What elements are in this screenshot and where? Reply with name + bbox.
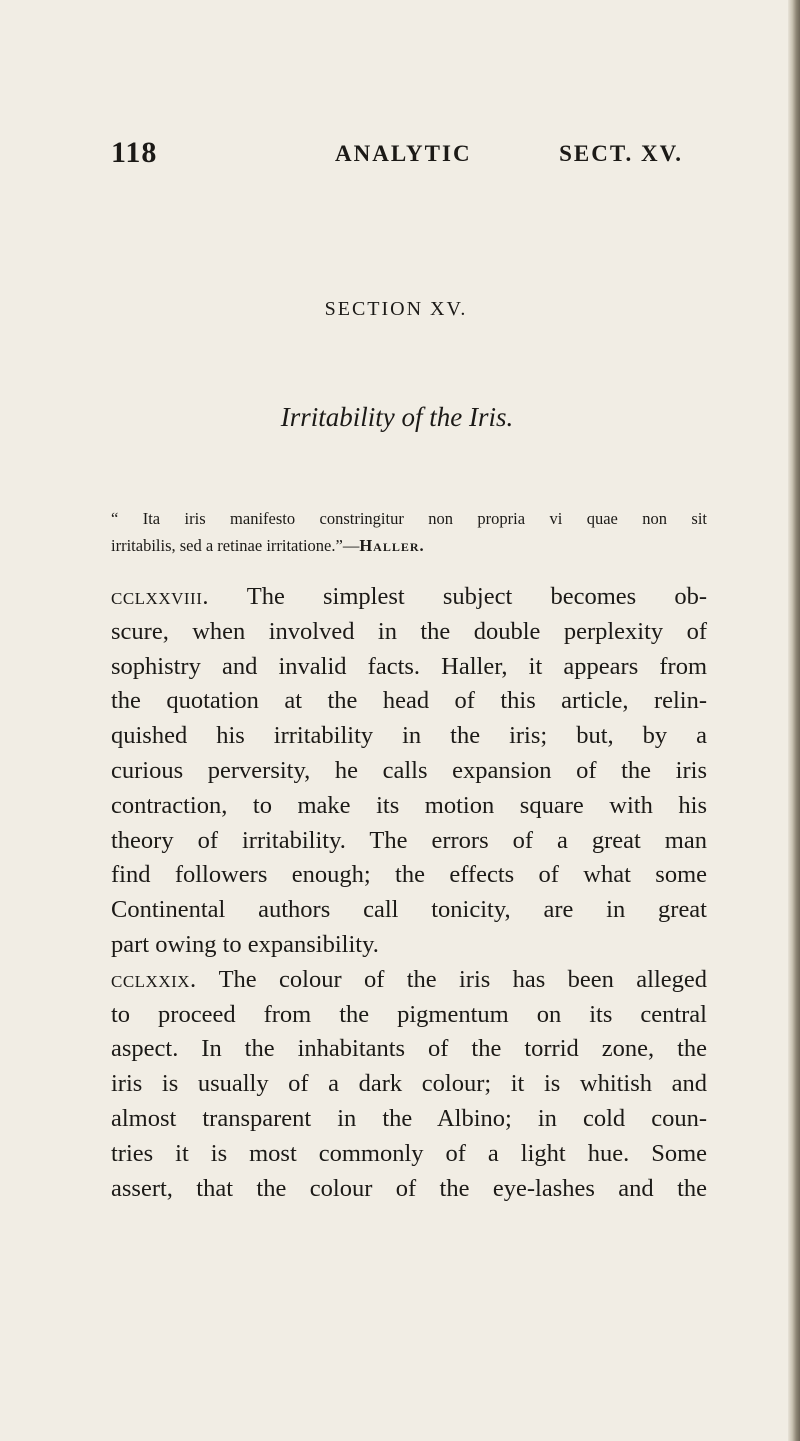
paragraph-line: aspect. In the inhabitants of the torrid zone, the — [111, 1035, 707, 1063]
page-number: 118 — [111, 136, 158, 169]
epigraph-line-1: “ Ita iris manifesto constringitur non propria vi quae non sit — [111, 509, 707, 528]
running-head-section: SECT. XV. — [559, 141, 683, 166]
paragraph-line: almost transparent in the Albino; in cold coun- — [111, 1104, 707, 1132]
section-heading-text: SECTION XV. — [324, 298, 468, 320]
paragraph-label: cclxxix. — [111, 965, 197, 993]
paragraph-line-text: The colour of the iris has been alleged — [196, 965, 707, 993]
paragraph-line: iris is usually of a dark colour; it is whitish and — [111, 1070, 707, 1098]
paragraph-line — [111, 580, 707, 615]
paragraph-line: theory of irritability. The errors of a great man — [111, 826, 707, 854]
page-edge-shadow — [788, 0, 800, 1441]
paragraph-line: part owing to expansibility. — [111, 930, 379, 958]
paragraph-line — [111, 963, 707, 998]
paragraph-cclxxviii — [111, 580, 707, 963]
running-head — [111, 136, 683, 176]
section-heading — [0, 298, 800, 321]
running-head-title: ANALYTIC — [335, 141, 472, 166]
subtitle-text: Irritability of the Iris. — [280, 402, 514, 432]
paragraph-cclxxix — [111, 963, 707, 1207]
paragraph-line-text: The simplest subject becomes ob- — [209, 583, 707, 610]
paragraph-line: quished his irritability in the iris; but, by a — [111, 722, 707, 750]
paragraph-line: Continental authors call tonicity, are in great — [111, 896, 707, 924]
paragraph-line: assert, that the colour of the eye-lashes and the — [111, 1174, 707, 1202]
subtitle — [0, 402, 800, 433]
paragraph-line: curious perversity, he calls expansion of the iris — [111, 756, 707, 784]
paragraph-line: find followers enough; the effects of what some — [111, 861, 707, 889]
epigraph-line-2-text: irritabilis, sed a retinae irritatione.”— — [111, 536, 360, 555]
epigraph-line-2 — [111, 532, 707, 559]
paragraph-line: the quotation at the head of this article, relin- — [111, 687, 707, 715]
paragraph-line: to proceed from the pigmentum on its central — [111, 1000, 707, 1028]
body-text — [111, 580, 707, 1206]
epigraph — [111, 505, 707, 559]
paragraph-line: tries it is most commonly of a light hue. Some — [111, 1139, 707, 1167]
paragraph-line: sophistry and invalid facts. Haller, it appears from — [111, 652, 707, 680]
epigraph-attribution: Haller. — [359, 536, 425, 555]
paragraph-line: contraction, to make its motion square with his — [111, 791, 707, 819]
paragraph-line: scure, when involved in the double perplexity of — [111, 617, 707, 645]
paragraph-label: cclxxviii. — [111, 583, 210, 610]
